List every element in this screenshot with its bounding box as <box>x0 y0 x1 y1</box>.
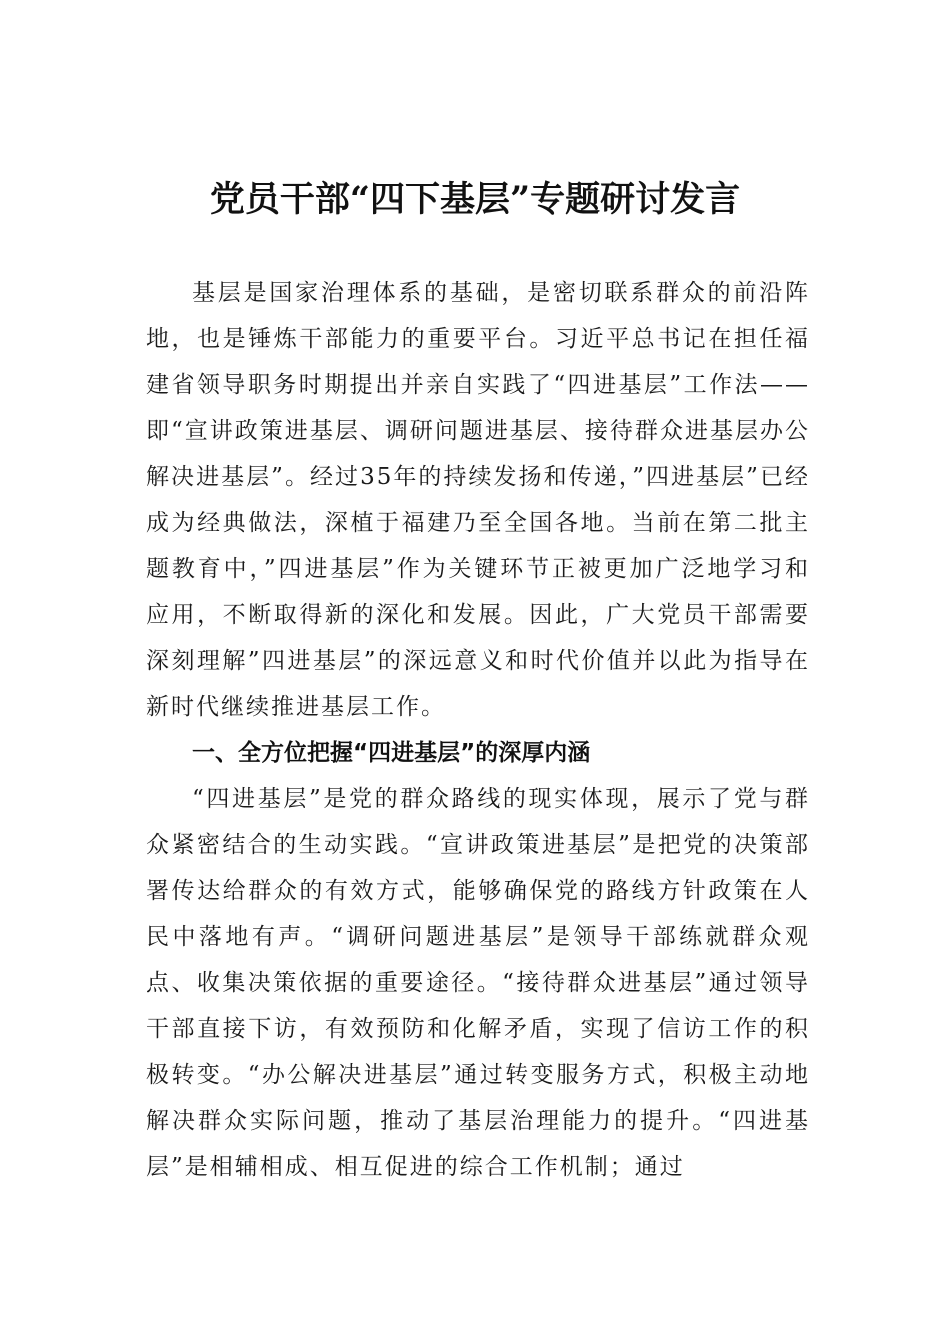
section-1-paragraph: “四进基层”是党的群众路线的现实体现，展示了党与群众紧密结合的生动实践。“宣讲政策进基层”是把党的决策部署传达给群众的有效方式，能够确保党的路线方针政策在人民中落地有声。“调研问题进基层”是领导干部练就群众观点、收集决策依据的重要途径。“接待群众进基层”通过领导干部直接下访，有效预防和化解矛盾，实现了信访工作的积极转变。“办公解决进基层”通过转变服务方式，积极主动地解决群众实际问题，推动了基层治理能力的提升。“四进基层”是相辅相成、相互促进的综合工作机制；通过 <box>146 786 810 1180</box>
document-body <box>146 270 810 1190</box>
document-title: 党员干部“四下基层”专题研讨发言 <box>209 179 741 220</box>
intro-paragraph: 基层是国家治理体系的基础，是密切联系群众的前沿阵地，也是锤炼干部能力的重要平台。习近平总书记在担任福建省领导职务时期提出并亲自实践了“四进基层”工作法——即“宣讲政策进基层、调研问题进基层、接待群众进基层办公解决进基层”。经过35年的持续发扬和传递，”四进基层”已经成为经典做法，深植于福建乃至全国各地。当前在第二批主题教育中，”四进基层”作为关键环节正被更加广泛地学习和应用，不断取得新的深化和发展。因此，广大党员干部需要深刻理解”四进基层”的深远意义和时代价值并以此为指导在新时代继续推进基层工作。 <box>146 280 810 720</box>
section-heading-1: 一、全方位把握“四进基层”的深厚内涵 <box>192 740 591 766</box>
